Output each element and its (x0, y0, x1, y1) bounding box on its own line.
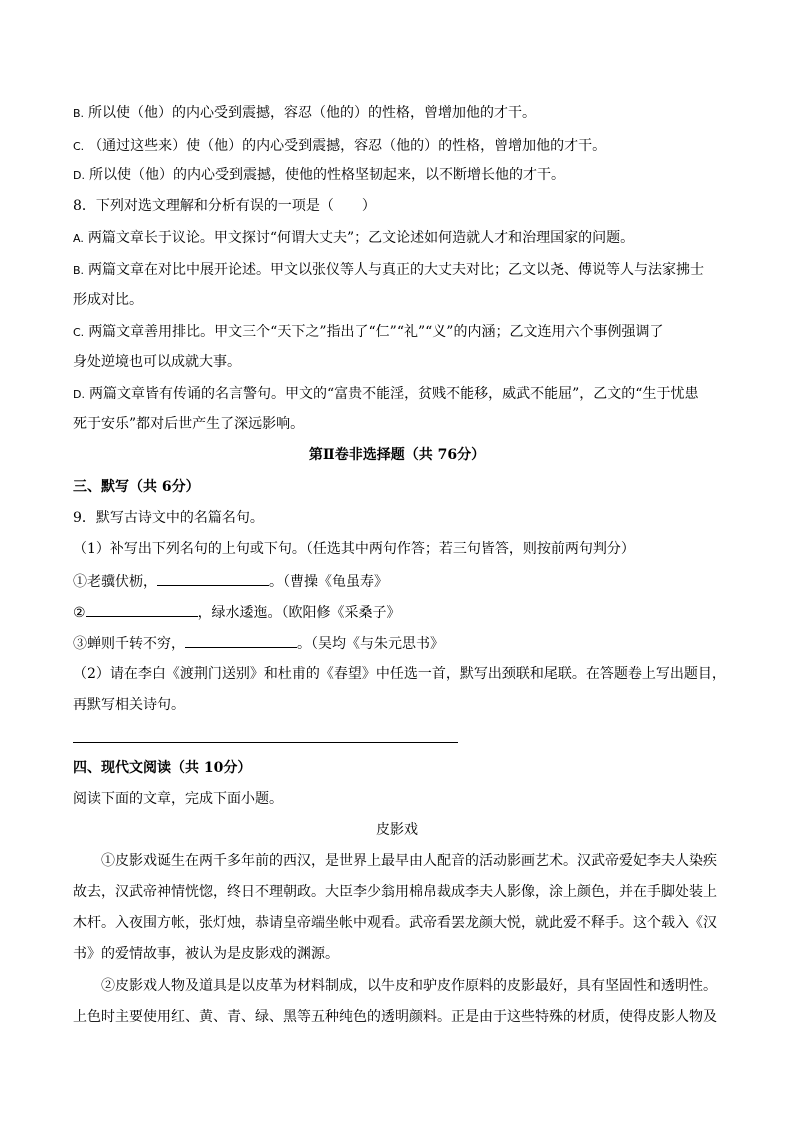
paragraph-1-line-3: 木杆。入夜围方帐，张灯烛，恭请皇帝端坐帐中观看。武帝看罢龙颜大悦，就此爱不释手。这个载入《汉 (73, 915, 717, 931)
option-text: 两篇文章长于议论。甲文探讨“何谓大丈夫”；乙文论述如何造就人才和治理国家的问题。 (87, 230, 635, 246)
fill-item-prefix: ①老骥伏枥， (73, 574, 157, 590)
q9-part1-instruction: （1）补写出下列名句的上句或下句。（任选其中两句作答；若三句皆答，则按前两句判分） (73, 541, 635, 557)
option-letter: D. (73, 169, 85, 182)
q8-option-b-cont: 形成对比。 (73, 292, 143, 308)
answer-line[interactable] (73, 742, 458, 743)
fill-item-2 (73, 603, 401, 621)
answer-blank[interactable] (185, 634, 297, 648)
q8-option-a (73, 230, 634, 247)
option-text: （通过这些来）使（他）的内心受到震撼，容忍（他的）的性格，曾增加他的才干。 (88, 138, 607, 154)
reading-instruction: 阅读下面的文章，完成下面小题。 (73, 791, 283, 807)
fill-item-3 (73, 634, 444, 652)
q8-option-b (73, 262, 704, 279)
article-title: 皮影戏 (376, 822, 418, 838)
answer-blank[interactable] (86, 603, 198, 617)
paragraph-1-line-4: 书》的爱情故事，被认为是皮影戏的渊源。 (73, 946, 339, 962)
q8-option-d-cont: 死于安乐”都对后世产生了深远影响。 (73, 416, 305, 432)
q7-option-c (73, 138, 606, 155)
q8-option-d (73, 386, 698, 403)
option-text: 两篇文章在对比中展开论述。甲文以张仪等人与真正的大丈夫对比；乙文以尧、傅说等人与法家拂士 (88, 262, 705, 278)
volume-2-title: 第Ⅱ卷非选择题（共 76分） (308, 447, 486, 463)
q7-option-d (73, 167, 565, 184)
fill-item-suffix: 。（曹操《龟虽寿》 (269, 574, 388, 590)
answer-blank[interactable] (157, 572, 269, 586)
option-text: 所以使（他）的内心受到震撼，使他的性格坚韧起来，以不断增长他的才干。 (88, 167, 565, 183)
option-text: 所以使（他）的内心受到震撼，容忍（他的）的性格，曾增加他的才干。 (88, 105, 537, 121)
paragraph-1-line-2: 故去，汉武帝神情恍惚，终日不理朝政。大臣李少翁用棉帛裁成李夫人影像，涂上颜色，并在手脚处装上 (73, 884, 717, 900)
q8-option-c-cont: 身处逆境也可以成就大事。 (73, 354, 241, 370)
fill-item-suffix: 。（吴均《与朱元思书》 (297, 636, 444, 652)
option-text: 两篇文章皆有传诵的名言警句。甲文的“富贵不能淫，贫贱不能移，威武不能屈”，乙文的“生于忧患 (88, 386, 699, 402)
q7-option-b (73, 105, 536, 122)
fill-item-1 (73, 572, 388, 590)
option-letter: A. (73, 232, 84, 245)
option-text: 两篇文章善用排比。甲文三个“天下之”指出了“仁”“礼”“义”的内涵；乙文连用六个事例强调了 (88, 324, 664, 340)
option-letter: B. (73, 264, 85, 277)
q9-part2-instruction-cont: 再默写相关诗句。 (73, 697, 185, 713)
fill-item-suffix: ，绿水逶迤。（欧阳修《采桑子》 (197, 605, 401, 621)
paragraph-1-line-1: ①皮影戏诞生在两千多年前的西汉，是世界上最早由人配音的活动影画艺术。汉武帝爱妃李夫人染疾 (101, 853, 717, 869)
section-4-heading: 四、现代文阅读（共 10分） (73, 760, 252, 776)
fill-item-prefix: ③蝉则千转不穷， (73, 636, 185, 652)
paragraph-2-line-2: 上色时主要使用红、黄、青、绿、黑等五种纯色的透明颜料。正是由于这些特殊的材质，使得皮影人物及 (73, 1009, 717, 1025)
q8-option-c (73, 324, 663, 341)
q9-stem: 9．默写古诗文中的名篇名句。 (73, 510, 264, 526)
fill-item-prefix: ② (73, 605, 86, 621)
option-letter: C. (73, 326, 85, 339)
option-letter: D. (73, 388, 85, 401)
paragraph-2-line-1: ②皮影戏人物及道具是以皮革为材料制成，以牛皮和驴皮作原料的皮影最好，具有坚固性和透明性。 (101, 978, 717, 994)
q8-stem: 8．下列对选文理解和分析有误的一项是（ ） (73, 198, 376, 214)
section-3-heading: 三、默写（共 6分） (73, 479, 200, 495)
q9-part2-instruction: （2）请在李白《渡荆门送别》和杜甫的《春望》中任选一首，默写出颈联和尾联。在答题卷上写出题目， (73, 666, 726, 682)
option-letter: B. (73, 107, 85, 120)
option-letter: C. (73, 140, 85, 153)
